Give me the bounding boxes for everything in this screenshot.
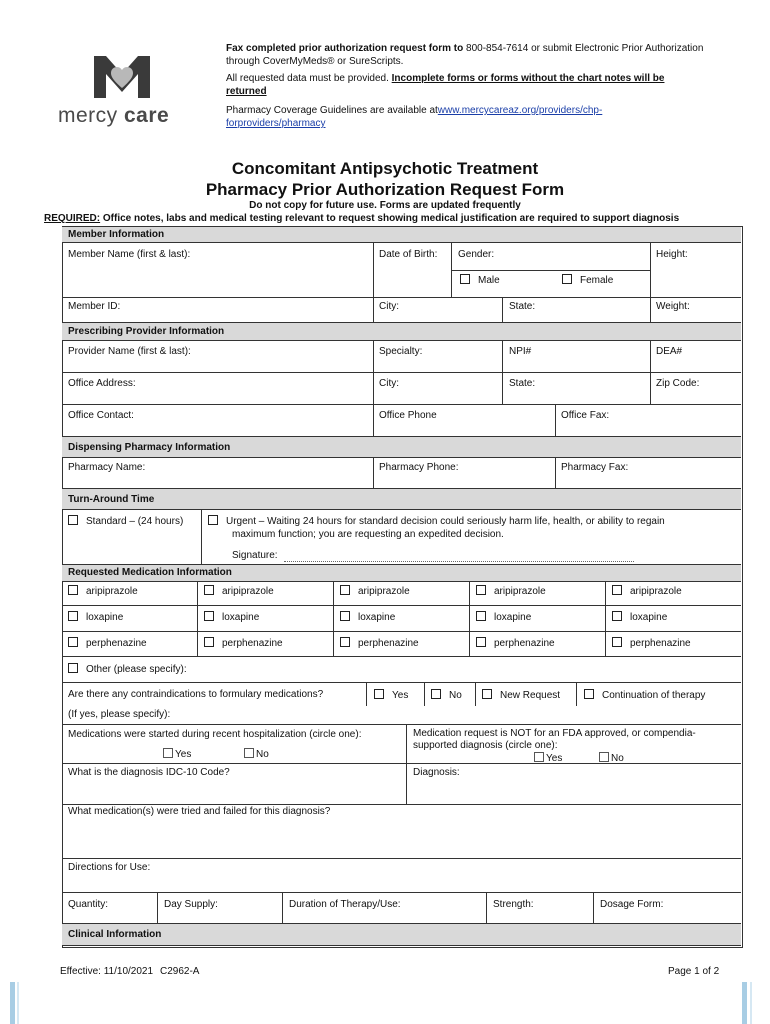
left-margin-bar bbox=[10, 982, 15, 1024]
checkbox-icon bbox=[68, 611, 78, 621]
contraindications-question: Are there any contraindications to formulary medications? bbox=[68, 689, 324, 700]
hospitalization-question: Medications were started during recent hospitalization (circle one): bbox=[68, 729, 362, 740]
section-turnaround-time: Turn-Around Time bbox=[62, 488, 741, 510]
medication-option-label: loxapine bbox=[222, 612, 260, 623]
idc10-code-field[interactable]: What is the diagnosis IDC-10 Code? bbox=[68, 767, 230, 778]
medication-option-label: loxapine bbox=[630, 612, 668, 623]
medication-option-label: aripiprazole bbox=[358, 586, 410, 597]
pharmacy-name-field[interactable]: Pharmacy Name: bbox=[68, 462, 146, 473]
checkbox-icon bbox=[208, 515, 218, 525]
gender-field: Gender: bbox=[458, 249, 495, 260]
specialty-field[interactable]: Specialty: bbox=[379, 346, 423, 357]
guidelines-link[interactable]: www.mercycareaz.org/providers/chp-forproviders/pharmacy bbox=[226, 105, 603, 129]
coverage-guidelines: Pharmacy Coverage Guidelines are available atwww.mercycareaz.org/providers/chp-forproviders/pharmacy bbox=[226, 105, 603, 129]
day-supply-field[interactable]: Day Supply: bbox=[164, 899, 218, 910]
medication-option-label: perphenazine bbox=[630, 638, 691, 649]
data-required-notice: All requested data must be provided. Incomplete forms or forms without the chart notes will be returned bbox=[226, 73, 665, 97]
section-requested-medication: Requested Medication Information bbox=[62, 564, 741, 582]
medication-row-divider bbox=[62, 631, 741, 632]
medication-option-checkbox[interactable] bbox=[68, 637, 147, 649]
medication-option-label: aripiprazole bbox=[222, 586, 274, 597]
member-id-field[interactable]: Member ID: bbox=[68, 301, 121, 312]
page-number: Page 1 of 2 bbox=[668, 966, 720, 977]
medication-column-divider bbox=[469, 582, 470, 656]
medication-option-checkbox[interactable] bbox=[612, 611, 667, 623]
checkbox-icon bbox=[163, 748, 173, 758]
fax-instructions: Fax completed prior authorization request form to 800-854-7614 or submit Electronic Prior Authorization through CoverMyMeds® or SureScripts. bbox=[226, 43, 704, 67]
zip-code-field[interactable]: Zip Code: bbox=[656, 378, 700, 389]
diagnosis-field[interactable]: Diagnosis: bbox=[413, 767, 460, 778]
medication-option-checkbox[interactable] bbox=[612, 585, 682, 597]
right-margin-bar bbox=[742, 982, 747, 1024]
fda-question-line1: Medication request is NOT for an FDA approved, or compendia- bbox=[413, 728, 696, 739]
section-member-information: Member Information bbox=[62, 226, 741, 243]
contraindications-specify-field[interactable]: (If yes, please specify): bbox=[68, 709, 171, 720]
fda-question-line2: supported diagnosis (circle one): bbox=[413, 740, 558, 751]
pharmacy-phone-field[interactable]: Pharmacy Phone: bbox=[379, 462, 459, 473]
medication-option-label: aripiprazole bbox=[630, 586, 682, 597]
medication-option-label: perphenazine bbox=[494, 638, 555, 649]
checkbox-icon bbox=[374, 689, 384, 699]
checkbox-icon bbox=[340, 637, 350, 647]
quantity-field[interactable]: Quantity: bbox=[68, 899, 109, 910]
other-medication-checkbox[interactable]: Other (please specify): bbox=[68, 663, 187, 675]
medication-option-checkbox[interactable] bbox=[204, 611, 259, 623]
continuation-checkbox[interactable]: Continuation of therapy bbox=[584, 689, 705, 701]
effective-date: Effective: 11/10/2021 bbox=[60, 966, 154, 977]
checkbox-icon bbox=[476, 637, 486, 647]
checkbox-icon bbox=[612, 637, 622, 647]
medication-option-checkbox[interactable] bbox=[68, 611, 123, 623]
date-of-birth-field[interactable]: Date of Birth: bbox=[379, 249, 438, 260]
tried-failed-medications-field[interactable]: What medication(s) were tried and failed for this diagnosis? bbox=[68, 806, 331, 817]
signature-label: Signature: bbox=[232, 550, 278, 561]
medication-option-label: loxapine bbox=[494, 612, 532, 623]
office-fax-field[interactable]: Office Fax: bbox=[561, 410, 610, 421]
medication-option-label: perphenazine bbox=[222, 638, 283, 649]
dea-field[interactable]: DEA# bbox=[656, 346, 683, 357]
medication-row-divider bbox=[62, 605, 741, 606]
section-clinical-information: Clinical Information bbox=[62, 923, 741, 946]
logo-wordmark: mercy care bbox=[58, 104, 170, 127]
gender-male-checkbox[interactable]: Male bbox=[460, 274, 500, 286]
checkbox-icon bbox=[612, 611, 622, 621]
standard-turnaround-checkbox[interactable]: Standard – (24 hours) bbox=[68, 515, 183, 527]
required-notice: REQUIRED: Office notes, labs and medical testing relevant to request showing medical justification are required to support diagnosis bbox=[44, 213, 680, 224]
duration-of-therapy-field[interactable]: Duration of Therapy/Use: bbox=[289, 899, 401, 910]
pharmacy-fax-field[interactable]: Pharmacy Fax: bbox=[561, 462, 629, 473]
medication-column-divider bbox=[605, 582, 606, 656]
provider-name-field[interactable]: Provider Name (first & last): bbox=[68, 346, 191, 357]
medication-option-checkbox[interactable] bbox=[612, 637, 691, 649]
hospitalization-no-option[interactable]: No bbox=[244, 748, 269, 760]
form-title-line1: Concomitant Antipsychotic Treatment bbox=[231, 159, 539, 178]
hospitalization-yes-option[interactable]: Yes bbox=[163, 748, 191, 760]
checkbox-icon bbox=[612, 585, 622, 595]
medication-option-label: loxapine bbox=[86, 612, 124, 623]
strength-field[interactable]: Strength: bbox=[493, 899, 534, 910]
medication-option-checkbox[interactable] bbox=[476, 585, 546, 597]
new-request-checkbox[interactable]: New Request bbox=[482, 689, 560, 701]
dosage-form-field[interactable]: Dosage Form: bbox=[600, 899, 664, 910]
medication-option-label: aripiprazole bbox=[86, 586, 138, 597]
medication-option-checkbox[interactable] bbox=[340, 611, 395, 623]
medication-option-label: perphenazine bbox=[86, 638, 147, 649]
office-phone-field[interactable]: Office Phone bbox=[379, 410, 437, 421]
fda-yes-option[interactable]: Yes bbox=[534, 752, 562, 764]
checkbox-icon bbox=[68, 663, 78, 673]
gender-female-checkbox[interactable]: Female bbox=[562, 274, 613, 286]
provider-city-field[interactable]: City: bbox=[379, 378, 399, 389]
fda-no-option[interactable]: No bbox=[599, 752, 624, 764]
checkbox-icon bbox=[340, 611, 350, 621]
checkbox-icon bbox=[204, 611, 214, 621]
medication-option-checkbox[interactable] bbox=[204, 585, 274, 597]
checkbox-icon bbox=[599, 752, 609, 762]
medication-column-divider bbox=[197, 582, 198, 656]
medication-column-divider bbox=[333, 582, 334, 656]
checkbox-icon bbox=[476, 585, 486, 595]
checkbox-icon bbox=[68, 515, 78, 525]
checkbox-icon bbox=[476, 611, 486, 621]
mercy-care-m-icon bbox=[92, 54, 152, 100]
checkbox-icon bbox=[340, 585, 350, 595]
section-provider-information: Prescribing Provider Information bbox=[62, 322, 741, 341]
urgent-description: maximum function; you are requesting an expedited decision. bbox=[232, 529, 504, 540]
contraindications-yes-checkbox[interactable]: Yes bbox=[374, 689, 408, 701]
checkbox-icon bbox=[244, 748, 254, 758]
checkbox-icon bbox=[562, 274, 572, 284]
mercy-care-logo bbox=[54, 54, 184, 134]
medication-option-label: perphenazine bbox=[358, 638, 419, 649]
checkbox-icon bbox=[204, 585, 214, 595]
medication-option-label: aripiprazole bbox=[494, 586, 546, 597]
right-margin-bar-light bbox=[750, 982, 752, 1024]
medication-option-checkbox[interactable] bbox=[476, 637, 555, 649]
checkbox-icon bbox=[68, 637, 78, 647]
member-city-field[interactable]: City: bbox=[379, 301, 399, 312]
medication-option-checkbox[interactable] bbox=[476, 611, 531, 623]
checkbox-icon bbox=[584, 689, 594, 699]
checkbox-icon bbox=[431, 689, 441, 699]
medication-option-checkbox[interactable] bbox=[204, 637, 283, 649]
left-margin-bar-light bbox=[17, 982, 19, 1024]
form-subtitle: Do not copy for future use. Forms are updated frequently bbox=[249, 200, 521, 211]
checkbox-icon bbox=[460, 274, 470, 284]
office-contact-field[interactable]: Office Contact: bbox=[68, 410, 134, 421]
weight-field[interactable]: Weight: bbox=[656, 301, 690, 312]
directions-for-use-field[interactable]: Directions for Use: bbox=[68, 862, 151, 873]
contraindications-no-checkbox[interactable]: No bbox=[431, 689, 462, 701]
npi-field[interactable]: NPI# bbox=[509, 346, 532, 357]
medication-option-label: loxapine bbox=[358, 612, 396, 623]
checkbox-icon bbox=[68, 585, 78, 595]
checkbox-icon bbox=[204, 637, 214, 647]
medication-option-checkbox[interactable] bbox=[340, 585, 410, 597]
form-title-line2: Pharmacy Prior Authorization Request Form bbox=[205, 180, 565, 199]
height-field[interactable]: Height: bbox=[656, 249, 688, 260]
member-state-field[interactable]: State: bbox=[509, 301, 536, 312]
checkbox-icon bbox=[482, 689, 492, 699]
member-name-field[interactable]: Member Name (first & last): bbox=[68, 249, 191, 260]
checkbox-icon bbox=[534, 752, 544, 762]
form-code: C2962-A bbox=[160, 966, 200, 977]
urgent-turnaround-checkbox[interactable]: Urgent – Waiting 24 hours for standard decision could seriously harm life, health, or ability to regain bbox=[208, 515, 665, 527]
medication-option-checkbox[interactable] bbox=[340, 637, 419, 649]
section-pharmacy-information: Dispensing Pharmacy Information bbox=[62, 436, 741, 458]
medication-option-checkbox[interactable] bbox=[68, 585, 138, 597]
office-address-field[interactable]: Office Address: bbox=[68, 378, 136, 389]
provider-state-field[interactable]: State: bbox=[509, 378, 536, 389]
signature-line[interactable] bbox=[284, 561, 634, 562]
